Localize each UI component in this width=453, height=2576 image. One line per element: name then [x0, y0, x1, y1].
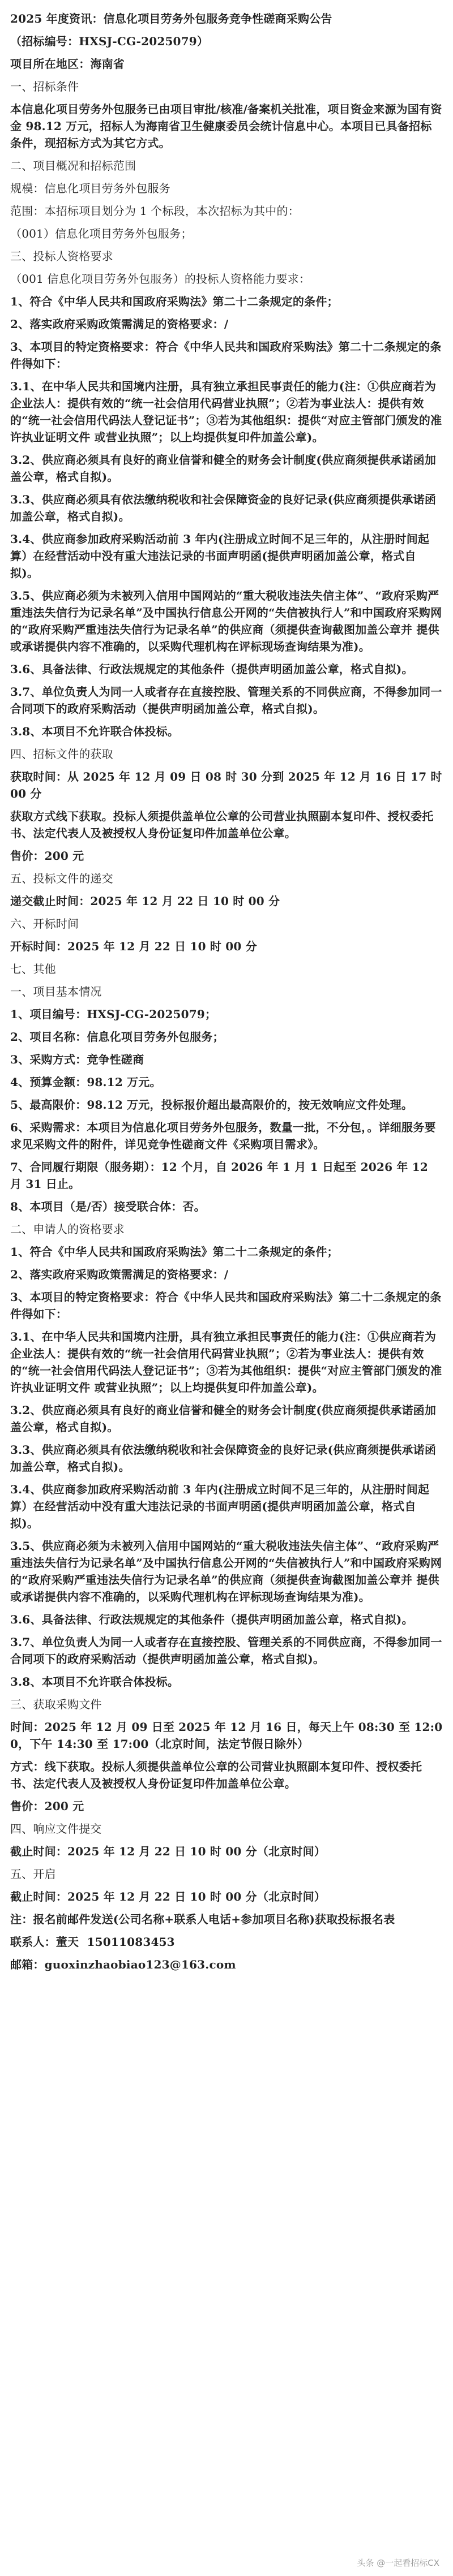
notice-line: 规模：信息化项目劳务外包服务 [10, 182, 170, 195]
notice-line: （001）信息化项目劳务外包服务； [10, 227, 193, 240]
notice-line: 3.2、供应商必须具有良好的商业信誉和健全的财务会计制度(供应商须提供承诺函加盖公章，格式自拟)。 [10, 453, 437, 484]
notice-line: 1、项目编号：HXSJ-CG-2025079； [10, 1007, 217, 1021]
notice-line: 五、投标文件的递交 [10, 872, 113, 885]
notice-line: 售价：200 元 [10, 1799, 84, 1813]
notice-line: 2、落实政府采购政策需满足的资格要求：/ [10, 317, 229, 331]
notice-line: 递交截止时间：2025 年 12 月 22 日 10 时 00 分 [10, 894, 280, 908]
notice-line: 4、预算金额：98.12 万元。 [10, 1075, 161, 1089]
notice-line: 7、合同履行期限（服务期）：12 个月，自 2026 年 1 月 1 日起至 2026 年 12 月 31 日止。 [10, 1160, 433, 1191]
notice-line: 3.4、供应商参加政府采购活动前 3 年内(注册成立时间不足三年的，从注册时间起算）在经营活动中没有重大违法记录的书面声明函(提供声明函加盖公章，格式自拟)。 [10, 532, 430, 580]
notice-line: 2、项目名称：信息化项目劳务外包服务； [10, 1030, 224, 1044]
notice-line: 二、申请人的资格要求 [10, 1222, 125, 1236]
notice-line: 五、开启 [10, 1867, 56, 1881]
notice-line: 时间：2025 年 12 月 09 日至 2025 年 12 月 16 日，每天上午 08:30 至 12:00，下午 14:30 至 17:00（北京时间，法定节假日除外） [10, 1720, 443, 1751]
notice-line: 售价：200 元 [10, 849, 84, 863]
notice-line: 方式：线下获取。投标人须提供盖单位公章的公司营业执照副本复印件、授权委托书、法定代表人及被授权人身份证复印件加盖单位公章。 [10, 1760, 422, 1790]
notice-line: 开标时间：2025 年 12 月 22 日 10 时 00 分 [10, 940, 257, 953]
notice-line: 3.7、单位负责人为同一人或者存在直接控股、管理关系的不同供应商，不得参加同一合同项下的政府采购活动（提供声明函加盖公章，格式自拟)。 [10, 1635, 442, 1666]
notice-line: 三、获取采购文件 [10, 1698, 102, 1711]
notice-line: 3.6、具备法律、行政法规规定的其他条件（提供声明函加盖公章，格式自拟)。 [10, 1613, 413, 1626]
notice-line: 2025 年度资讯：信息化项目劳务外包服务竞争性磋商采购公告 [10, 12, 332, 25]
notice-line: 联系人：董天 15011083453 [10, 1935, 175, 1949]
notice-line: 获取方式线下获取。投标人须提供盖单位公章的公司营业执照副本复印件、授权委托书、法定代表人及被授权人身份证复印件加盖单位公章。 [10, 809, 434, 840]
notice-line: 获取时间：从 2025 年 12 月 09 日 08 时 30 分到 2025 年 12 月 16 日 17 时 00 分 [10, 770, 446, 800]
notice-line: 3.4、供应商参加政府采购活动前 3 年内(注册成立时间不足三年的，从注册时间起算）在经营活动中没有重大违法记录的书面声明函(提供声明函加盖公章，格式自拟)。 [10, 1483, 430, 1530]
notice-line: 二、项目概况和招标范围 [10, 159, 136, 173]
notice-line: 本信息化项目劳务外包服务已由项目审批/核准/备案机关批准，项目资金来源为国有资金 98.12 万元，招标人为海南省卫生健康委员会统计信息中心。本项目已具备招标条件，现招标方式为其它方式。 [10, 102, 442, 150]
notice-line: 3.2、供应商必须具有良好的商业信誉和健全的财务会计制度(供应商须提供承诺函加盖公章，格式自拟)。 [10, 1403, 437, 1434]
notice-line: 3.7、单位负责人为同一人或者存在直接控股、管理关系的不同供应商，不得参加同一合同项下的政府采购活动（提供声明函加盖公章，格式自拟)。 [10, 685, 442, 716]
notice-line: 三、投标人资格要求 [10, 249, 113, 263]
notice-line: 3.3、供应商必须具有依法缴纳税收和社会保障资金的良好记录(供应商须提供承诺函加盖公章，格式自拟)。 [10, 1443, 437, 1474]
notice-line: 6、采购需求：本项目为信息化项目劳务外包服务，数量一批，不分包，。详细服务要求见采购文件的附件，详见竞争性磋商文件《采购项目需求》。 [10, 1121, 436, 1151]
notice-line: 范围：本招标项目划分为 1 个标段，本次招标为其中的： [10, 204, 300, 218]
notice-line: 3.1、在中华人民共和国境内注册，具有独立承担民事责任的能力(注：①供应商若为企业法人：提供有效的“统一社会信用代码营业执照”；②若为事业法人：提供有效的“统一社会信用代码法人登记证书”；③若为其他组织：提供“对应主管部门颁发的准许执业证明文件 或营业执照”；以上均提供复印件加盖公章)。 [10, 380, 442, 444]
notice-line: 1、符合《中华人民共和国政府采购法》第二十二条规定的条件； [10, 295, 339, 308]
notice-line: 邮箱：guoxinzhaobiao123@163.com [10, 1958, 236, 1971]
notice-line: 截止时间：2025 年 12 月 22 日 10 时 00 分（北京时间） [10, 1845, 326, 1858]
notice-line: 3.5、供应商必须为未被列入信用中国网站的“重大税收违法失信主体”、“政府采购严重违法失信行为记录名单”及中国执行信息公开网的“失信被执行人”和中国政府采购网的“政府采购严重违法失信行为记录名单”的供应商（须提供查询截图加盖公章并 提供或承诺提供内容不准确的，以采购代理机构在评标现场查询结果为准)。 [10, 589, 442, 653]
notice-line: （招标编号：HXSJ-CG-2025079） [10, 35, 209, 48]
notice-line: 注：报名前邮件发送(公司名称+联系人电话+参加项目名称)获取投标报名表 [10, 1912, 395, 1926]
notice-line: 七、其他 [10, 962, 56, 976]
notice-line: 1、符合《中华人民共和国政府采购法》第二十二条规定的条件； [10, 1245, 339, 1259]
notice-line: 3、本项目的特定资格要求：符合《中华人民共和国政府采购法》第二十二条规定的条件得如下： [10, 1290, 442, 1321]
watermark: 头条 @一起看招标CX [357, 2558, 439, 2568]
notice-line: 截止时间：2025 年 12 月 22 日 10 时 00 分（北京时间） [10, 1890, 326, 1903]
notice-line: 3.3、供应商必须具有依法缴纳税收和社会保障资金的良好记录(供应商须提供承诺函加盖公章，格式自拟)。 [10, 493, 437, 523]
notice-line: （001 信息化项目劳务外包服务）的投标人资格能力要求： [10, 272, 311, 286]
notice-line: 3、本项目的特定资格要求：符合《中华人民共和国政府采购法》第二十二条规定的条件得如下： [10, 340, 442, 371]
notice-line: 六、开标时间 [10, 917, 79, 931]
notice-line: 一、项目基本情况 [10, 985, 102, 998]
notice-line: 四、响应文件提交 [10, 1822, 102, 1836]
notice-line: 项目所在地区：海南省 [10, 57, 125, 71]
notice-line: 3、采购方式：竞争性磋商 [10, 1053, 144, 1066]
notice-line: 3.8、本项目不允许联合体投标。 [10, 1675, 179, 1688]
notice-line: 3.8、本项目不允许联合体投标。 [10, 725, 179, 738]
notice-line: 3.1、在中华人民共和国境内注册，具有独立承担民事责任的能力(注：①供应商若为企业法人：提供有效的“统一社会信用代码营业执照”；②若为事业法人：提供有效的“统一社会信用代码法人登记证书”；③若为其他组织：提供“对应主管部门颁发的准许执业证明文件 或营业执照”；以上均提供复印件加盖公章)。 [10, 1330, 442, 1394]
notice-line: 8、本项目（是/否）接受联合体：否。 [10, 1200, 206, 1213]
notice-line: 一、招标条件 [10, 80, 79, 93]
notice-line: 5、最高限价：98.12 万元，投标报价超出最高限价的，按无效响应文件处理。 [10, 1098, 413, 1112]
notice-line: 3.5、供应商必须为未被列入信用中国网站的“重大税收违法失信主体”、“政府采购严重违法失信行为记录名单”及中国执行信息公开网的“失信被执行人”和中国政府采购网的“政府采购严重违法失信行为记录名单”的供应商（须提供查询截图加盖公章并 提供或承诺提供内容不准确的，以采购代理机构在评标现场查询结果为准)。 [10, 1539, 442, 1604]
notice-line: 2、落实政府采购政策需满足的资格要求：/ [10, 1268, 229, 1281]
notice-line: 四、招标文件的获取 [10, 747, 113, 761]
notice-line: 3.6、具备法律、行政法规规定的其他条件（提供声明函加盖公章，格式自拟)。 [10, 662, 413, 676]
